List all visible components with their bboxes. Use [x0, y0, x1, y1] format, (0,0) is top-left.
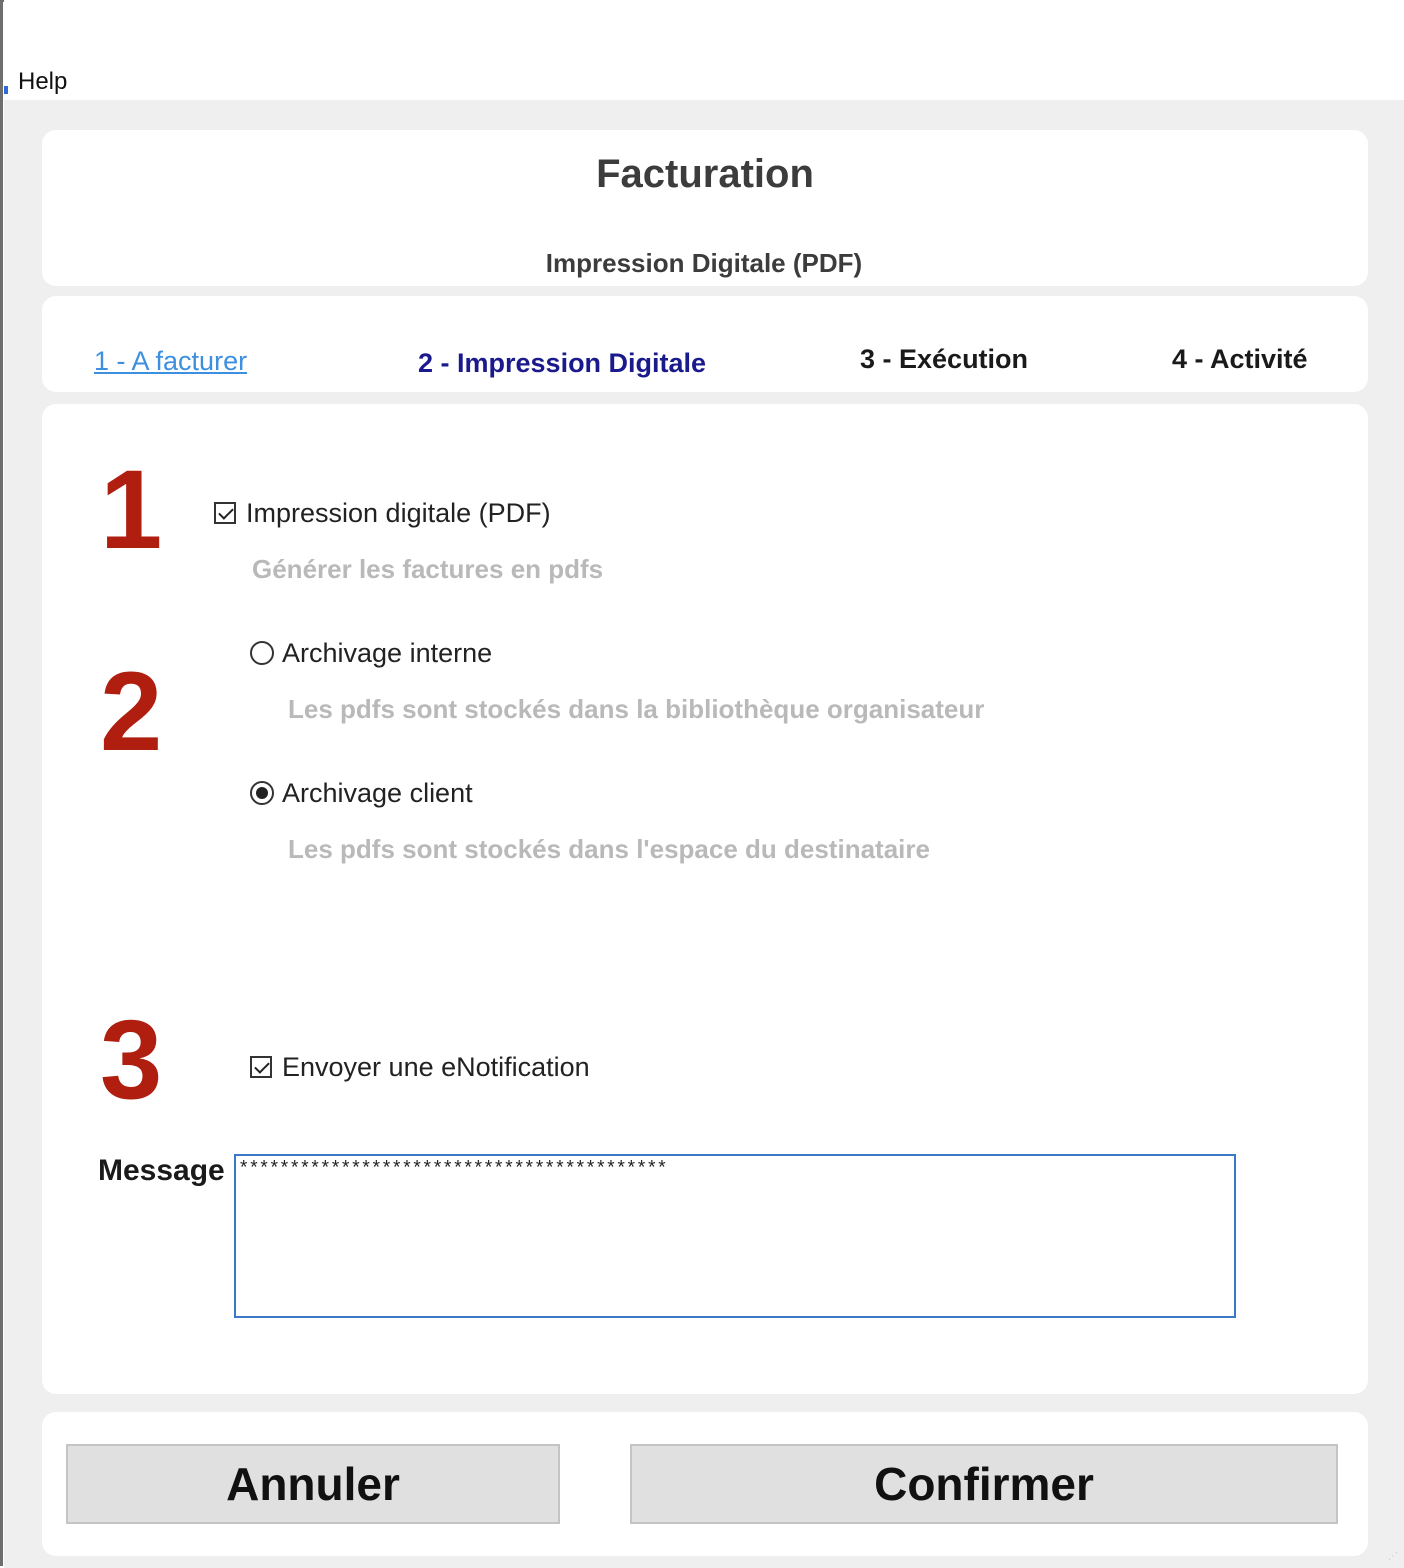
- archivage-interne-radio[interactable]: [250, 641, 274, 665]
- message-label: Message: [98, 1154, 225, 1187]
- tab-activite[interactable]: 4 - Activité: [1172, 344, 1308, 374]
- menu-accent-mark: [4, 86, 8, 94]
- tab-impression-digitale[interactable]: 2 - Impression Digitale: [418, 348, 707, 378]
- archivage-interne-label[interactable]: Archivage interne: [282, 638, 493, 668]
- archivage-client-radio[interactable]: [250, 781, 274, 805]
- step-number-1: 1: [100, 447, 163, 572]
- impression-pdf-description: Générer les factures en pdfs: [252, 554, 604, 584]
- impression-pdf-label[interactable]: Impression digitale (PDF): [246, 498, 551, 528]
- enotification-label[interactable]: Envoyer une eNotification: [282, 1052, 590, 1082]
- dialog-content: [4, 100, 1404, 1568]
- page-title: Facturation: [596, 152, 814, 196]
- message-textarea[interactable]: [234, 1154, 1236, 1318]
- resize-grip-icon[interactable]: ⋰: [1388, 1551, 1398, 1562]
- archivage-client-label[interactable]: Archivage client: [282, 778, 473, 808]
- options-panel: [42, 404, 1368, 1394]
- tab-execution[interactable]: 3 - Exécution: [860, 344, 1029, 374]
- footer-card: [42, 1412, 1368, 1556]
- page-subtitle: Impression Digitale (PDF): [545, 248, 863, 278]
- archivage-interne-description: Les pdfs sont stockés dans la bibliothèque organisateur: [288, 694, 985, 724]
- menu-bar: [4, 0, 1404, 100]
- step-number-2: 2: [100, 649, 163, 774]
- menu-item-help[interactable]: Help: [18, 68, 68, 95]
- wizard-tabs: [42, 296, 1368, 392]
- impression-pdf-checkbox[interactable]: [214, 502, 236, 524]
- cancel-button[interactable]: Annuler: [66, 1444, 560, 1524]
- tab-a-facturer[interactable]: 1 - A facturer: [94, 346, 248, 376]
- message-value: ******************************************: [238, 1158, 667, 1180]
- step-number-3: 3: [100, 997, 163, 1122]
- enotification-checkbox[interactable]: [250, 1056, 272, 1078]
- archivage-client-description: Les pdfs sont stockés dans l'espace du destinataire: [288, 834, 930, 864]
- confirm-button[interactable]: Confirmer: [630, 1444, 1338, 1524]
